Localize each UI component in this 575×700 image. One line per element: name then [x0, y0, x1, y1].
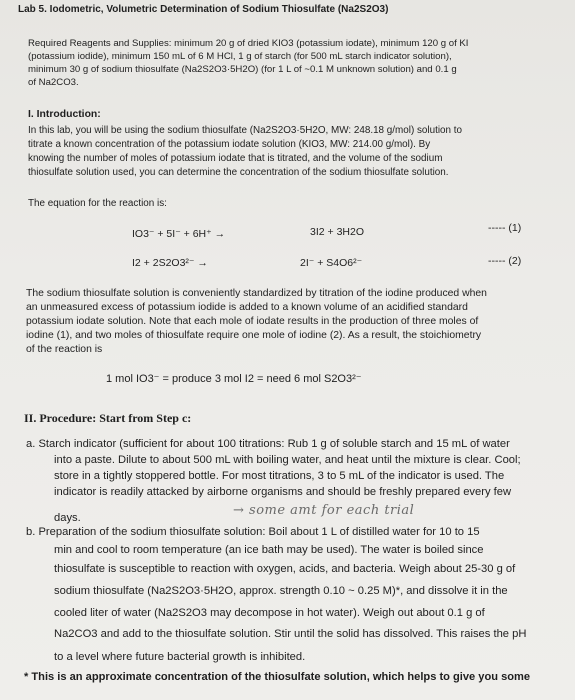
- step-b-line-2: min and cool to room temperature (an ice bath may be used). The water is boiled since: [54, 544, 484, 556]
- intro-line-3: knowing the number of moles of potassium iodate that is titrated, and the volume of the sodium: [28, 153, 443, 164]
- equation-1-number: ----- (1): [488, 222, 522, 234]
- step-b-line-3: thiosulfate is susceptible to reaction with oxygen, acids, and bacteria. Weigh about 25-30 g of: [54, 563, 516, 575]
- intro-line-4: thiosulfate solution used, you can determine the concentration of the sodium thiosulfate solution.: [28, 167, 449, 178]
- reagents-line-4: of Na2CO3.: [28, 77, 79, 88]
- step-b-line-1: b. Preparation of the sodium thiosulfate solution: Boil about 1 L of distilled water for 10 to 15: [26, 526, 480, 538]
- step-a-line-4: indicator is readily attacked by airborne organisms and should be freshly prepared every few: [54, 486, 512, 498]
- reagents-line-3: minimum 30 g of sodium thiosulfate (Na2S2O3·5H2O) (for 1 L of ~0.1 M unknown solution) and 0.1 g: [28, 64, 457, 75]
- equation-2-lhs: I2 + 2S2O3²⁻ →: [132, 257, 208, 269]
- equation-1-rhs: 3I2 + 3H2O: [310, 226, 364, 238]
- intro-line-2: titrate a known concentration of the potassium iodate solution (KIO3, MW: 214.00 g/mol). By: [28, 139, 431, 150]
- reagents-line-1: Required Reagents and Supplies: minimum 20 g of dried KIO3 (potassium iodate), minimum 120 g of KI: [28, 38, 469, 49]
- equation-2-number: ----- (2): [488, 255, 522, 267]
- step-b-line-7: to a level where future bacterial growth is inhibited.: [54, 651, 306, 663]
- intro-heading: I. Introduction:: [28, 109, 101, 120]
- reagents-line-2: (potassium iodide), minimum 150 mL of 6 M HCl, 1 g of starch (for 500 mL starch indicator solution),: [28, 51, 452, 62]
- footnote: * This is an approximate concentration of the thiosulfate solution, which helps to give you some: [24, 671, 531, 683]
- equation-1-lhs: IO3⁻ + 5I⁻ + 6H⁺ →: [132, 228, 226, 240]
- step-a-line-1: a. Starch indicator (sufficient for about 100 titrations: Rub 1 g of soluble starch and 15 mL of water: [26, 438, 510, 450]
- equation-intro: The equation for the reaction is:: [28, 198, 167, 209]
- equation-2-rhs: 2I⁻ + S4O6²⁻: [300, 257, 363, 269]
- para-line-2: an unmeasured excess of potassium iodide is added to a known volume of an acidified standard: [26, 302, 468, 313]
- step-b-line-4: sodium thiosulfate (Na2S2O3·5H2O, approx. strength 0.10 ~ 0.25 M)*, and dissolve it in the: [54, 585, 508, 597]
- procedure-heading: II. Procedure: Start from Step c:: [24, 411, 192, 425]
- para-line-1: The sodium thiosulfate solution is conveniently standardized by titration of the iodine produced when: [26, 288, 487, 299]
- step-a-line-2: into a paste. Dilute to about 500 mL with boiling water, and heat until the mixture is clear. Cool;: [54, 454, 521, 466]
- para-line-4: iodine (1), and two moles of thiosulfate require one mole of iodine (2). As a result, the stoichiometry: [26, 330, 482, 341]
- para-line-3: potassium iodate solution. Note that each mole of iodate results in the production of three moles of: [26, 316, 479, 327]
- intro-line-1: In this lab, you will be using the sodium thiosulfate (Na2S2O3·5H2O, MW: 248.18 g/mol) solution to: [28, 125, 462, 136]
- step-b-line-6: Na2CO3 and add to the thiosulfate solution. Stir until the solid has dissolved. This raises the pH: [54, 628, 527, 640]
- step-a-line-5: days.: [54, 512, 81, 524]
- handwritten-note: → some amt for each trial: [233, 503, 415, 518]
- document-title: Lab 5. Iodometric, Volumetric Determination of Sodium Thiosulfate (Na2S2O3): [18, 4, 389, 15]
- step-a-line-3: store in a tightly stoppered bottle. For most titrations, 3 to 5 mL of the indicator is used. The: [54, 470, 505, 482]
- para-line-5: of the reaction is: [26, 344, 103, 355]
- stoichiometry-line: 1 mol IO3⁻ = produce 3 mol I2 = need 6 mol S2O3²⁻: [106, 373, 362, 385]
- step-b-line-5: cooled liter of water (Na2S2O3 may decompose in hot water). Weigh out about 0.1 g of: [54, 607, 485, 619]
